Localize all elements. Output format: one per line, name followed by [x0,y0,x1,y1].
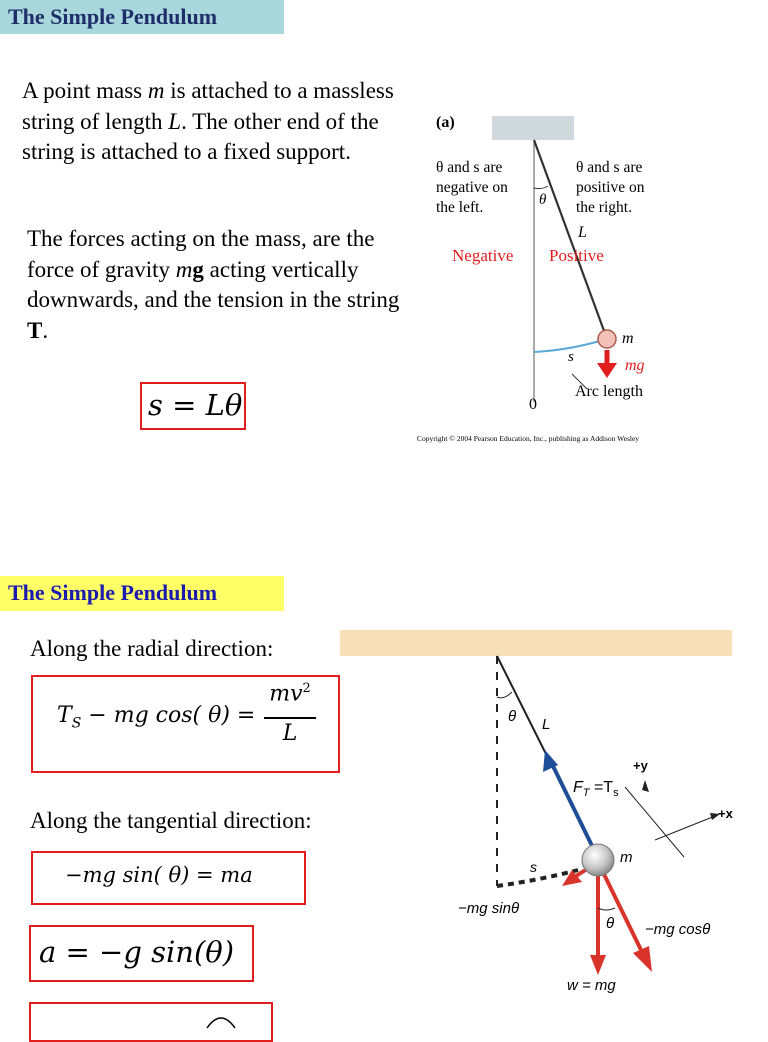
tension-subscript: S [71,715,82,732]
figure-a-mg: mg [625,357,645,374]
fraction-bar [264,717,316,719]
p1-text-c: . The other end of the string is attached to a fixed support. [22,108,379,164]
left-note-line2: negative on [436,179,508,196]
plus-x-label: +x [718,806,733,821]
right-note-line2: positive on [576,179,645,196]
p2-m: m [175,256,193,282]
figure-a-label: (a) [436,114,455,131]
p2-g: g [192,256,204,282]
tension-T: T [57,703,72,728]
p2-T: T [27,317,43,343]
positive-label: Positive [549,246,604,265]
tension-F-subscript: T [582,787,590,800]
next-equation-box-partial [29,1002,273,1042]
radial-denominator: L [282,721,298,746]
section1-paragraph1 [22,76,417,168]
left-note-line3: the left. [436,199,484,216]
radial-numerator [264,681,316,706]
p1-text-a: A point mass [22,78,148,103]
section1-paragraph2 [27,224,422,346]
partial-parenthesis [201,1010,241,1030]
theta-arc-top [497,692,512,698]
figure-a-mass-m: m [622,330,634,347]
left-note-line1: θ and s are [436,159,503,176]
arc-length-formula: s = Lθ [148,388,243,422]
negative-label: Negative [452,246,514,265]
p1-m: m [147,78,165,103]
radial-middle: − mg cos( θ) = [81,703,256,728]
zero-label: 0 [529,396,537,413]
arc-length-formula-box [140,382,246,430]
tension-T-subscript: s [613,787,619,800]
radial-force-shaft [598,862,642,952]
radial-equation-box [31,675,340,773]
radial-direction-label: Along the radial direction: [30,636,274,661]
fixed-support [492,116,574,140]
gravity-arrow-head [597,363,617,378]
right-note-line3: the right. [576,199,632,216]
force-arc-s: s [530,859,537,875]
p1-L: L [168,108,182,134]
tension-F: F [573,779,583,796]
section2-title-bar [0,576,284,611]
theta-arc-bottom [598,908,615,910]
section1-title-bar [0,0,284,34]
force-theta-top: θ [508,708,517,725]
acceleration-equation: a = −g sin(θ) [39,935,235,969]
left-note [436,158,508,218]
figure-a-mg-label [625,357,645,375]
tangential-force-label: −mg sinθ [458,900,520,917]
axis-line-y [625,787,684,857]
figure-a-length-L: L [578,224,587,241]
pendulum-bob-sphere [582,844,614,876]
p2-text-b: acting vertically downwards, and the tension in the string [27,256,400,312]
p1-text-b: is attached to a massless string of length [22,78,394,134]
figure-a-s: s [568,349,574,365]
right-note-line1: θ and s are [576,159,643,176]
p2-text-c: . [42,317,49,343]
tension-label [573,779,619,799]
weight-arrow-head [590,955,606,975]
right-note [576,158,644,218]
force-theta-bottom: θ [606,915,615,932]
pendulum-bob [598,330,616,348]
section1-title: The Simple Pendulum [8,4,218,29]
tangential-direction-label: Along the tangential direction: [30,808,312,833]
plus-y-label: +y [633,758,648,773]
copyright-notice: Copyright © 2004 Pearson Education, Inc., publishing as Addison Wesley [417,434,640,443]
plus-y-arrowhead [642,780,649,792]
arc-length-label: Arc length [575,383,643,400]
section2-title: The Simple Pendulum [8,580,218,605]
acceleration-equation-box [29,925,254,982]
radial-force-head [633,946,652,972]
theta-arc [534,186,548,189]
numerator-mv: mv [269,681,303,707]
radial-force-label: −mg cosθ [645,921,711,938]
tangential-equation-box [31,851,306,905]
numerator-exponent: 2 [302,681,311,696]
p2-text-a: The forces acting on the mass, are the force of gravity [27,226,375,282]
ceiling-support [340,630,732,656]
axis-line-x [655,816,715,840]
tangential-equation: −mg sin( θ) = ma [65,863,253,887]
force-length-L: L [542,716,551,733]
figure-a-theta: θ [539,192,547,208]
tension-equals-T: =T [589,779,614,796]
weight-label: w = mg [567,977,616,994]
force-mass-m: m [620,849,633,866]
radial-equation-lhs [57,703,255,731]
force-diagram [340,630,750,1010]
